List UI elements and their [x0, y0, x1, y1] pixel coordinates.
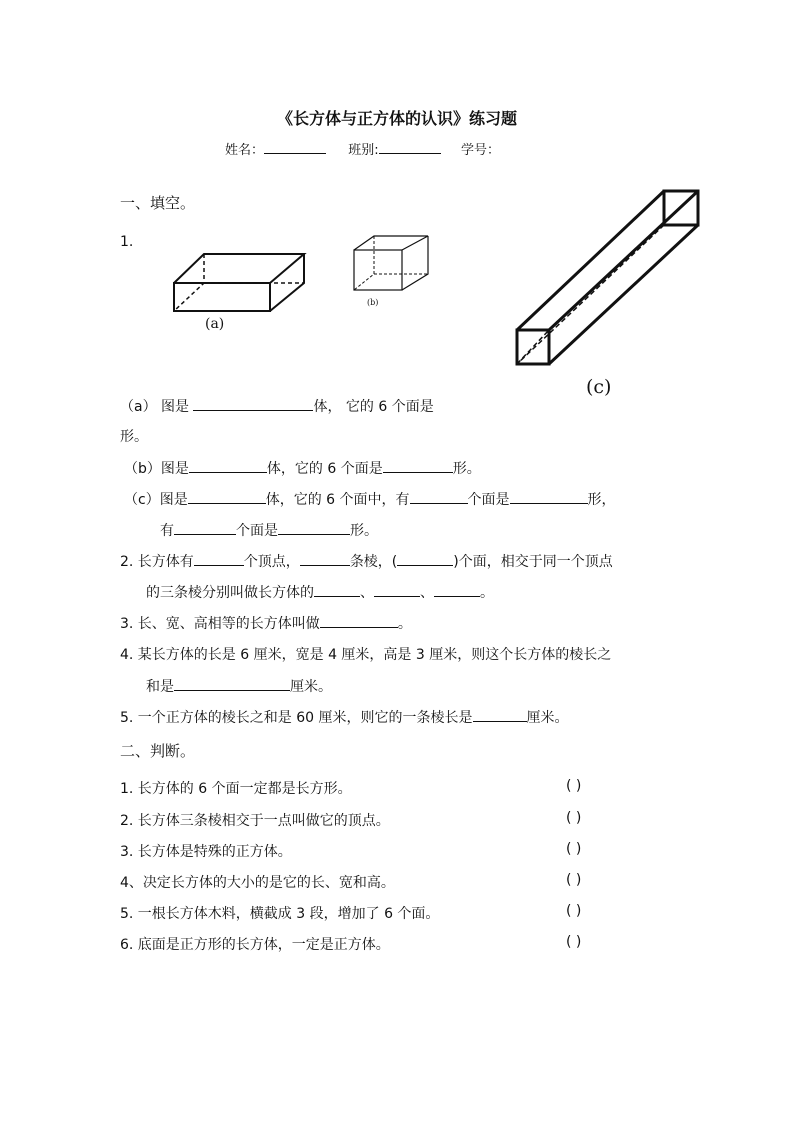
figure-b-label: (b)	[367, 298, 379, 307]
q2-text-3: 条棱，(	[349, 554, 398, 570]
q2-line-2	[146, 581, 494, 602]
q1a-text-2: 体， 它的 6 个面是	[313, 399, 434, 415]
q4-line-2	[146, 675, 332, 696]
judge-answer-1[interactable]: ( )	[566, 778, 582, 794]
q1b-text-1: （b）图是	[124, 461, 189, 477]
q2-text-4: )个面，相交于同一个顶点	[453, 554, 613, 570]
q1c2-blank-2[interactable]	[278, 519, 350, 535]
q1-number: 1.	[120, 234, 134, 250]
judge-item-3: 3. 长方体是特殊的正方体。	[120, 844, 292, 860]
q1c-text-4: 形，	[587, 492, 616, 508]
q2b-sep-2: 、	[420, 585, 434, 601]
figure-c-prism	[514, 188, 714, 373]
q1c2-text-3: 形。	[350, 523, 378, 539]
q1a-text-1: （a） 图是	[120, 399, 190, 415]
q3-text-1: 3. 长、宽、高相等的长方体叫做	[120, 616, 320, 632]
q1c-line	[124, 488, 616, 509]
q2b-blank-1[interactable]	[314, 581, 360, 597]
section2-heading: 二、判断。	[120, 742, 196, 760]
page-title: 《长方体与正方体的认识》练习题	[276, 109, 517, 128]
q3-end: 。	[397, 616, 412, 632]
figure-c-label: (c)	[586, 376, 612, 398]
q1b-text-2: 体，它的 6 个面是	[266, 461, 383, 477]
q1c2-text-2: 个面是	[236, 523, 278, 539]
q1c-text-3: 个面是	[467, 492, 510, 508]
q4b-text-2: 厘米。	[290, 679, 332, 695]
judge-answer-2[interactable]: ( )	[566, 810, 582, 826]
figure-a-label: (a)	[205, 316, 225, 332]
q4b-blank-2[interactable]	[236, 675, 290, 691]
q2b-blank-2[interactable]	[374, 581, 420, 597]
q2b-sep-1: 、	[360, 585, 374, 601]
q1a-line	[120, 395, 434, 416]
judge-item-5: 5. 一根长方体木料，横截成 3 段，增加了 6 个面。	[120, 906, 440, 922]
class-blank[interactable]	[379, 139, 441, 154]
q1c-text-2: 体，它的 6 个面中，有	[265, 492, 410, 508]
section1-heading: 一、填空。	[120, 194, 196, 212]
judge-answer-3[interactable]: ( )	[566, 841, 582, 857]
judge-item-6: 6. 底面是正方形的长方体，一定是正方体。	[120, 937, 390, 953]
q2b-text-1: 的三条棱分别叫做长方体的	[146, 585, 314, 601]
q1c-line-2	[160, 519, 378, 540]
judge-answer-6[interactable]: ( )	[566, 934, 582, 950]
q3-blank[interactable]	[320, 612, 398, 628]
q1a-line-2: 形。	[120, 429, 148, 445]
q1b-blank-2[interactable]	[383, 457, 453, 473]
q1c-blank-1[interactable]	[188, 488, 266, 504]
q4b-text-1: 和是	[146, 679, 174, 695]
q3-line	[120, 612, 412, 633]
judge-item-1: 1. 长方体的 6 个面一定都是长方形。	[120, 781, 352, 797]
judge-answer-4[interactable]: ( )	[566, 872, 582, 888]
q1b-blank-1[interactable]	[189, 457, 267, 473]
q1c-blank-2[interactable]	[410, 488, 468, 504]
q2-text-1: 2. 长方体有	[120, 554, 194, 570]
q1c-blank-3[interactable]	[510, 488, 588, 504]
student-info	[225, 139, 500, 158]
judge-item-4: 4、决定长方体的大小的是它的长、宽和高。	[120, 875, 395, 891]
name-blank[interactable]	[264, 139, 326, 154]
q5-text-2: 厘米。	[526, 710, 569, 726]
q1b-line	[124, 457, 481, 478]
q5-line	[120, 706, 569, 727]
q5-text-1: 5. 一个正方体的棱长之和是 60 厘米，则它的一条棱长是	[120, 710, 473, 726]
q2-blank-vertices[interactable]	[194, 550, 244, 566]
q4b-blank-1[interactable]	[174, 675, 236, 691]
judge-item-2: 2. 长方体三条棱相交于一点叫做它的顶点。	[120, 813, 390, 829]
q2-blank-edges[interactable]	[300, 550, 350, 566]
name-label: 姓名：	[225, 143, 265, 158]
q1c2-text-1: 有	[160, 523, 174, 539]
figure-a-cuboid	[170, 250, 310, 330]
figure-b-cube	[352, 234, 432, 294]
q1c-text-1: （c）图是	[124, 492, 188, 508]
q1b-text-3: 形。	[452, 461, 481, 477]
q1c2-blank-1[interactable]	[174, 519, 236, 535]
q2b-end: 。	[480, 585, 494, 601]
judge-answer-5[interactable]: ( )	[566, 903, 582, 919]
q2-blank-faces[interactable]	[397, 550, 453, 566]
q2-line	[120, 550, 613, 571]
class-label: 班别:	[348, 143, 379, 158]
q1a-blank-shape[interactable]	[193, 395, 313, 411]
number-label: 学号：	[460, 143, 500, 158]
q2-text-2: 个顶点，	[243, 554, 300, 570]
q5-blank[interactable]	[473, 706, 527, 722]
q4-line: 4. 某长方体的长是 6 厘米，宽是 4 厘米，高是 3 厘米，则这个长方体的棱长之	[120, 647, 612, 663]
q2b-blank-3[interactable]	[434, 581, 480, 597]
